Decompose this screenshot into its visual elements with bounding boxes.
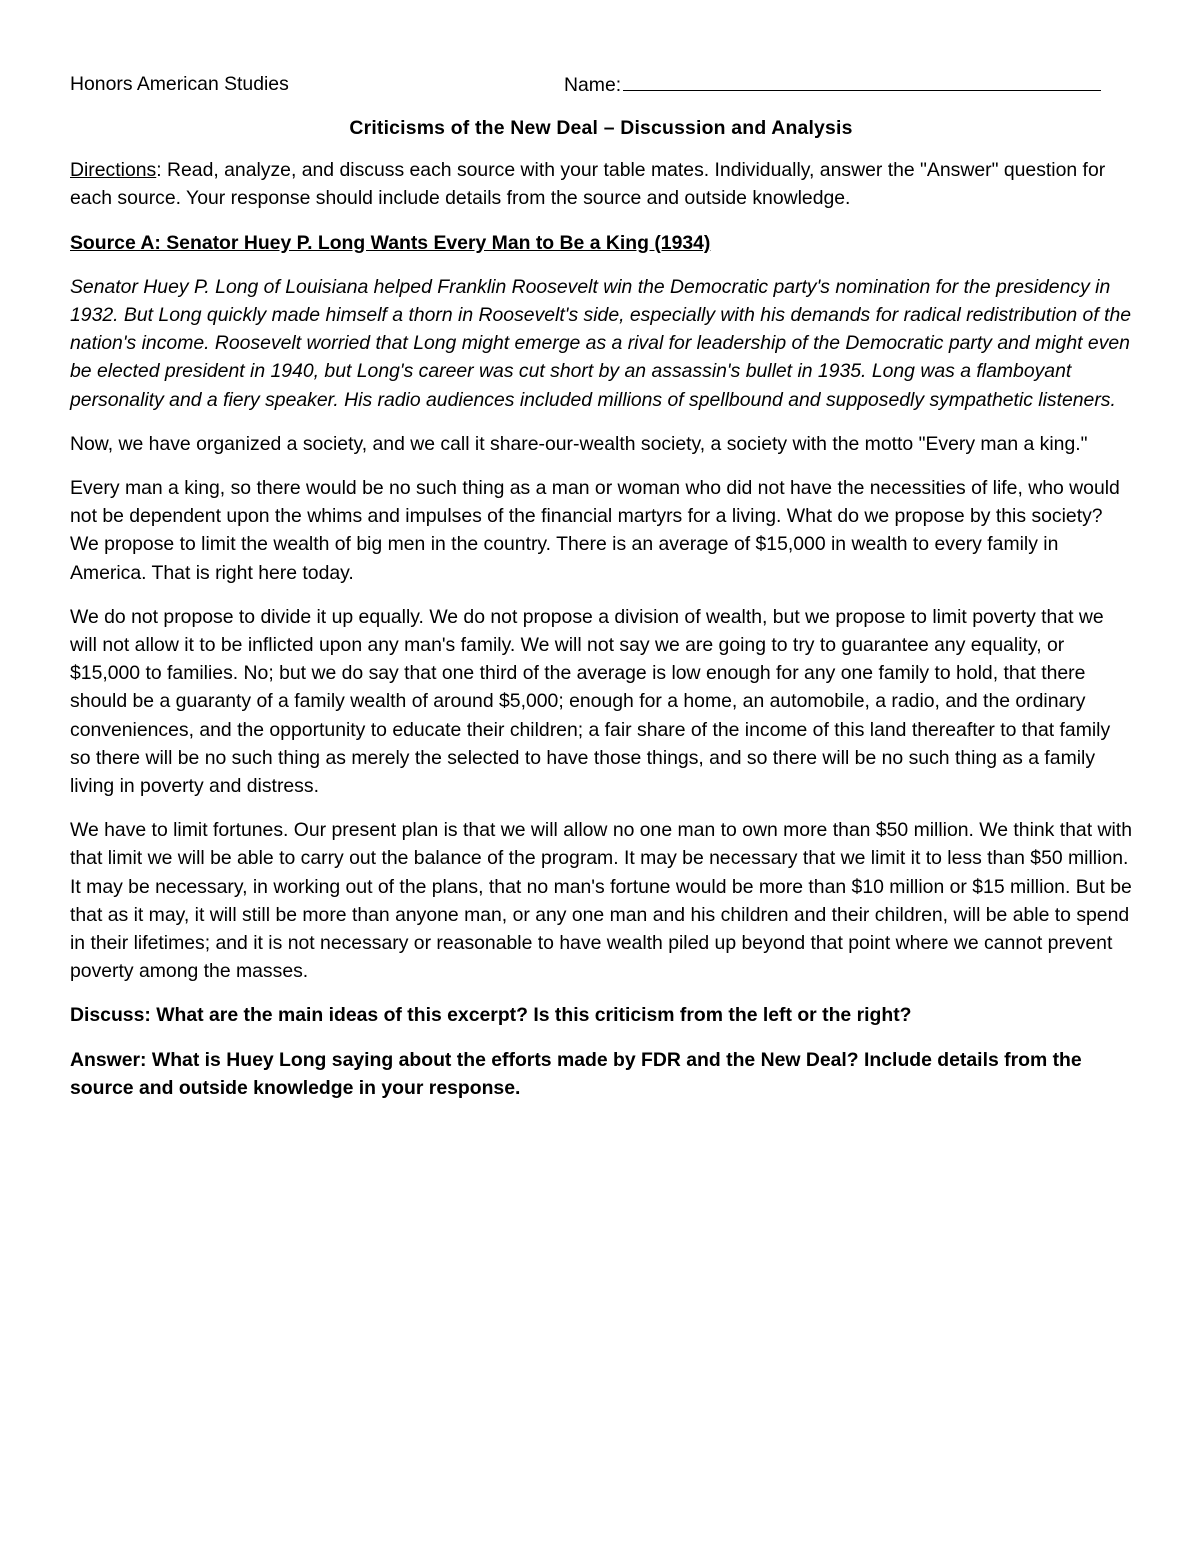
- worksheet-page: [70, 70, 1132, 1118]
- name-blank-line[interactable]: [623, 70, 1101, 91]
- answer-question: Answer: What is Huey Long saying about the efforts made by FDR and the New Deal? Include details from the source and outside knowledge in your response.: [70, 1048, 1082, 1099]
- source-a-paragraph: We have to limit fortunes. Our present plan is that we will allow no one man to own more than $50 million. We think that with that limit we will be able to carry out the balance of the program. It may be necessary that we limit it to less than $50 million. It may be necessary, in working out of the plans, that no man's fortune would be more than $10 million or $15 million. But be that as it may, it will still be more than anyone man, or any one man and his children and their children, will be able to spend in their lifetimes; and it is not necessary or reasonable to have wealth piled up beyond that point where we cannot prevent poverty among the masses.: [70, 819, 1132, 983]
- header-row: [70, 70, 1132, 100]
- directions: [70, 156, 1132, 212]
- name-field[interactable]: [564, 70, 1101, 99]
- course-name: Honors American Studies: [70, 73, 289, 95]
- directions-label: Directions: [70, 159, 157, 182]
- discuss-question: Discuss: What are the main ideas of this excerpt? Is this criticism from the left or the right?: [70, 1004, 912, 1027]
- source-a-paragraph: We do not propose to divide it up equally. We do not propose a division of wealth, but we propose to limit poverty that we will not allow it to be inflicted upon any man's family. We will not say we are going to try to guarantee any equality, or $15,000 to families. No; but we do say that one third of the average is low enough for any one family to hold, that there should be a guaranty of a family wealth of around $5,000; enough for a home, an automobile, a radio, and the ordinary conveniences, and the opportunity to educate their children; a fair share of the income of this land thereafter to that family so there will be no such thing as merely the selected to have those things, and so there will be no such thing as a family living in poverty and distress.: [70, 605, 1111, 798]
- source-a-intro: Senator Huey P. Long of Louisiana helped Franklin Roosevelt win the Democratic party's nomination for the presidency in 1932. But Long quickly made himself a thorn in Roosevelt's side, especially with his demands for radical redistribution of the nation's income. Roosevelt worried that Long might emerge as a rival for leadership of the Democratic party and might even be elected president in 1940, but Long's career was cut short by an assassin's bullet in 1935. Long was a flamboyant personality and a fiery speaker. His radio audiences included millions of spellbound and supposedly sympathetic listeners.: [70, 275, 1132, 411]
- name-label: Name:: [564, 74, 622, 96]
- source-a-paragraph: Now, we have organized a society, and we call it share-our-wealth society, a society with the motto "Every man a king.": [70, 432, 1088, 455]
- page-title: Criticisms of the New Deal – Discussion and Analysis: [349, 117, 853, 139]
- source-a-heading: Source A: Senator Huey P. Long Wants Every Man to Be a King (1934): [70, 231, 711, 254]
- source-a-paragraph: Every man a king, so there would be no such thing as a man or woman who did not have the necessities of life, who would not be dependent upon the whims and impulses of the financial martyrs for a living. What do we propose by this society? We propose to limit the wealth of big men in the country. There is an average of $15,000 in wealth to every family in America. That is right here today.: [70, 477, 1120, 584]
- directions-text: Read, analyze, and discuss each source with your table mates. Individually, answer the "Answer" question for each source. Your response should include details from the source and outside knowledge.: [70, 159, 1106, 210]
- directions-colon: :: [156, 159, 162, 182]
